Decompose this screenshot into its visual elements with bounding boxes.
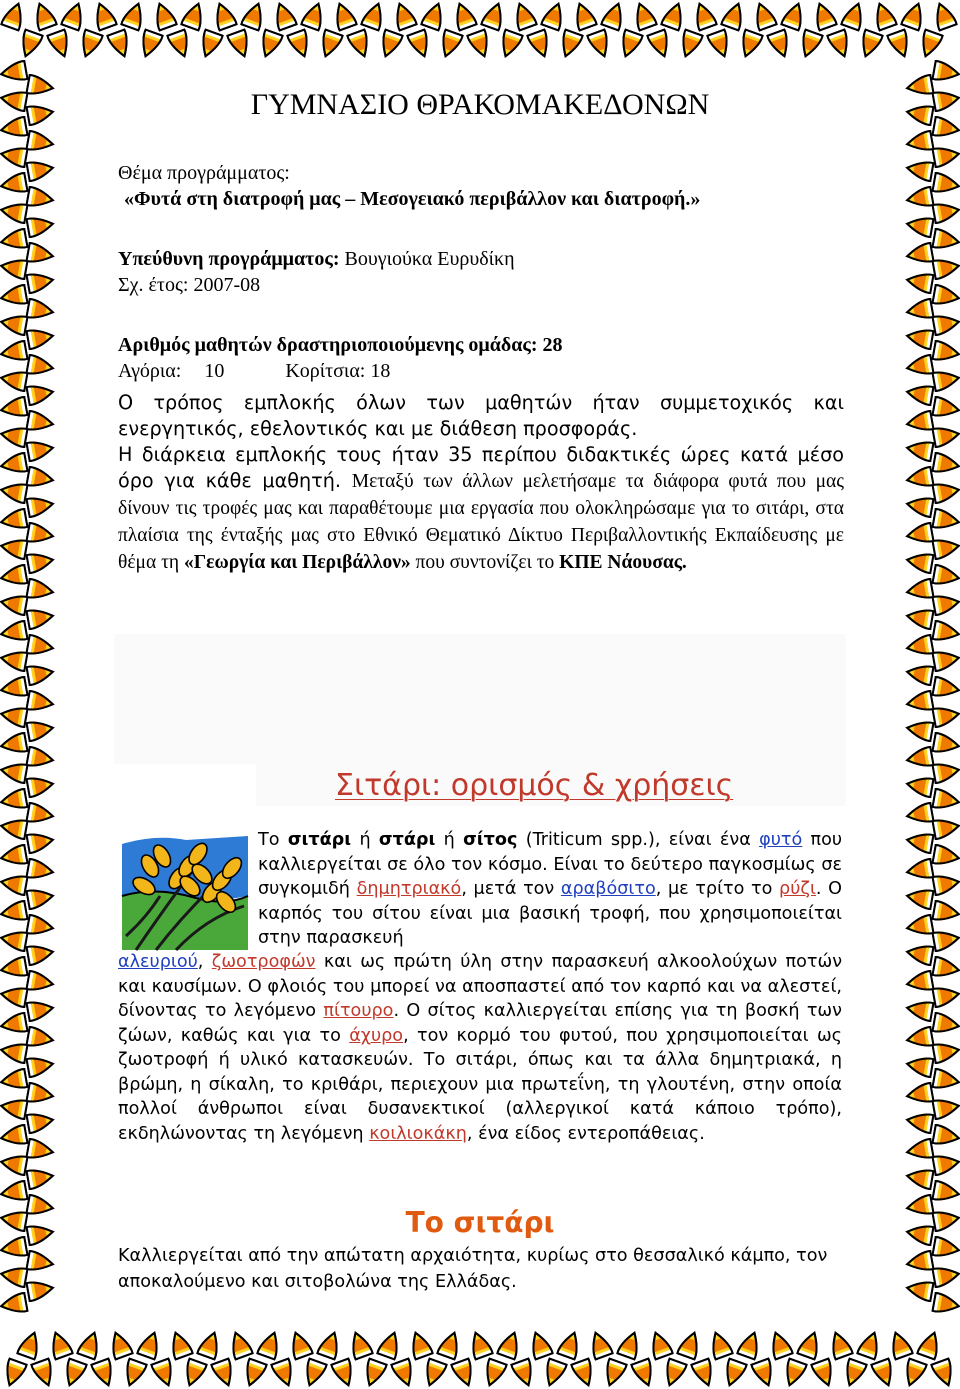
link-ryzi[interactable]: ρύζι bbox=[779, 879, 816, 899]
theme-label: Θέμα προγράμματος: bbox=[118, 162, 290, 184]
responsible-value: Βουγιούκα Ευρυδίκη bbox=[344, 248, 515, 270]
term-stari: στάρι bbox=[378, 830, 436, 850]
intro-p1: Ο τρόπος εμπλοκής όλων των μαθητών ήταν συμμετοχικός και ενεργητικός, εθελοντικός και με διάθεση προσφοράς. bbox=[118, 391, 844, 440]
section-title: Σιτάρι: ορισμός & χρήσεις bbox=[335, 768, 734, 803]
year-value: 2007-08 bbox=[193, 274, 261, 296]
students-value: 28 bbox=[542, 334, 563, 356]
footer-text: Καλλιεργείται από την απώτατη αρχαιότητα, κυρίως στο θεσσαλικό κάμπο, τον αποκαλούμενο και σιτοβολώνα της Ελλάδας. bbox=[118, 1246, 828, 1292]
link-achyro[interactable]: άχυρο bbox=[349, 1025, 404, 1046]
theme-value: «Φυτά στη διατροφή μας – Μεσογειακό περιβάλλον και διατροφή.» bbox=[124, 188, 701, 210]
gender-line bbox=[118, 358, 844, 384]
link-koiliokaki[interactable]: κοιλιοκάκη bbox=[369, 1123, 467, 1144]
girls-label: Κορίτσια: bbox=[285, 360, 366, 382]
subheading-to-sitari: Το σιτάρι bbox=[405, 1206, 555, 1239]
link-aravosito[interactable]: αραβόσιτο bbox=[560, 879, 656, 899]
boys-value: 10 bbox=[204, 360, 225, 382]
intro-p3: Μεταξύ των άλλων μελετήσαμε τα διάφορα φυτά που μας δίνουν τις τροφές μας και παραθέτουμε μια εργασία που ολοκληρώσαμε για το σιτάρι, στα πλαίσια της ένταξής μας στο Εθνικό Θεματικό Δίκτυο Περιβαλλοντικής Εκπαίδευσης με θέμα τη «Γεωργία και Περιβάλλον» που συντονίζει το ΚΠΕ Νάουσας. bbox=[118, 471, 844, 573]
link-pitouro[interactable]: πίτουρο bbox=[323, 1001, 394, 1021]
wheat-definition-top: Το σιτάρι ή στάρι ή σίτος (Triticum spp.), είναι ένα φυτό που καλλιεργείται σε όλο τον κόσμο. Είναι το δεύτερο παγκοσμίως σε συγκομιδή δημητριακό, μετά τον αραβόσιτο, με τρίτο το ρύζι. Ο καρπός του σίτου είναι μια βασική τροφή, που χρησιμοποιείται στην παρασκευή bbox=[258, 830, 843, 948]
year-label: Σχ. έτος: bbox=[118, 274, 189, 296]
intro-p3-bold: «Γεωργία και Περιβάλλον» bbox=[183, 552, 411, 573]
kpe-naousa: ΚΠΕ Νάουσας. bbox=[559, 552, 687, 573]
link-aleuriou[interactable]: αλευριού bbox=[118, 952, 198, 972]
intro-p2: Η διάρκεια εμπλοκής τους ήταν 35 περίπου διδακτικές ώρες κατά μέσο όρο για κάθε μαθητή. bbox=[118, 443, 844, 492]
intro-paragraph bbox=[118, 390, 844, 576]
wheat-clipart-icon bbox=[116, 826, 254, 952]
year-line bbox=[118, 272, 844, 298]
term-sitari: σιτάρι bbox=[287, 830, 352, 850]
boys-label: Αγόρια: bbox=[118, 360, 182, 382]
wheat-definition-bottom: αλευριού, ζωοτροφών και ως πρώτη ύλη στην παρασκευή αλκοολούχων ποτών και καυσίμων. Ο φλοιός του μπορεί να αποσπαστεί από τον καρπό και να αλεστεί, δίνοντας το λεγόμενο πίτουρο. Ο σίτος καλλιεργείται επίσης για τη βοσκή των ζώων, καθώς και για το άχυρο, τον κορμό του φυτού, που χρησιμοποιείται ως ζωοτροφή ή υλικό κατασκευών. Το σιτάρι, όπως και τα άλλα δημητριακά, η βρώμη, η σίκαλη, το κριθάρι, περιεχουν μια πρωτεΐνη, τη γλουτένη, στην οποία πολλοί άνθρωποι είναι δυσανεκτικοί (αλλεργικοί κατά κάποιο τρόπο), εκδηλώνοντας τη λεγόμενη κοιλιοκάκη, ένα είδος εντεροπάθειας. bbox=[118, 952, 843, 1144]
term-sitos: σίτος bbox=[463, 830, 518, 850]
link-zootrofon[interactable]: ζωοτροφών bbox=[211, 952, 316, 972]
students-line bbox=[118, 332, 844, 358]
responsible-line bbox=[118, 246, 844, 272]
link-dimitriako[interactable]: δημητριακό bbox=[356, 879, 462, 899]
students-label: Αριθμός μαθητών δραστηριοποιούμενης ομάδας: bbox=[118, 334, 538, 356]
page-title: ΓΥΜΝΑΣΙΟ ΘΡΑΚΟΜΑΚΕΔΟΝΩΝ bbox=[250, 88, 710, 121]
girls-value: 18 bbox=[370, 360, 391, 382]
link-fyto[interactable]: φυτό bbox=[759, 830, 803, 850]
responsible-label: Υπεύθυνη προγράμματος: bbox=[118, 248, 340, 270]
